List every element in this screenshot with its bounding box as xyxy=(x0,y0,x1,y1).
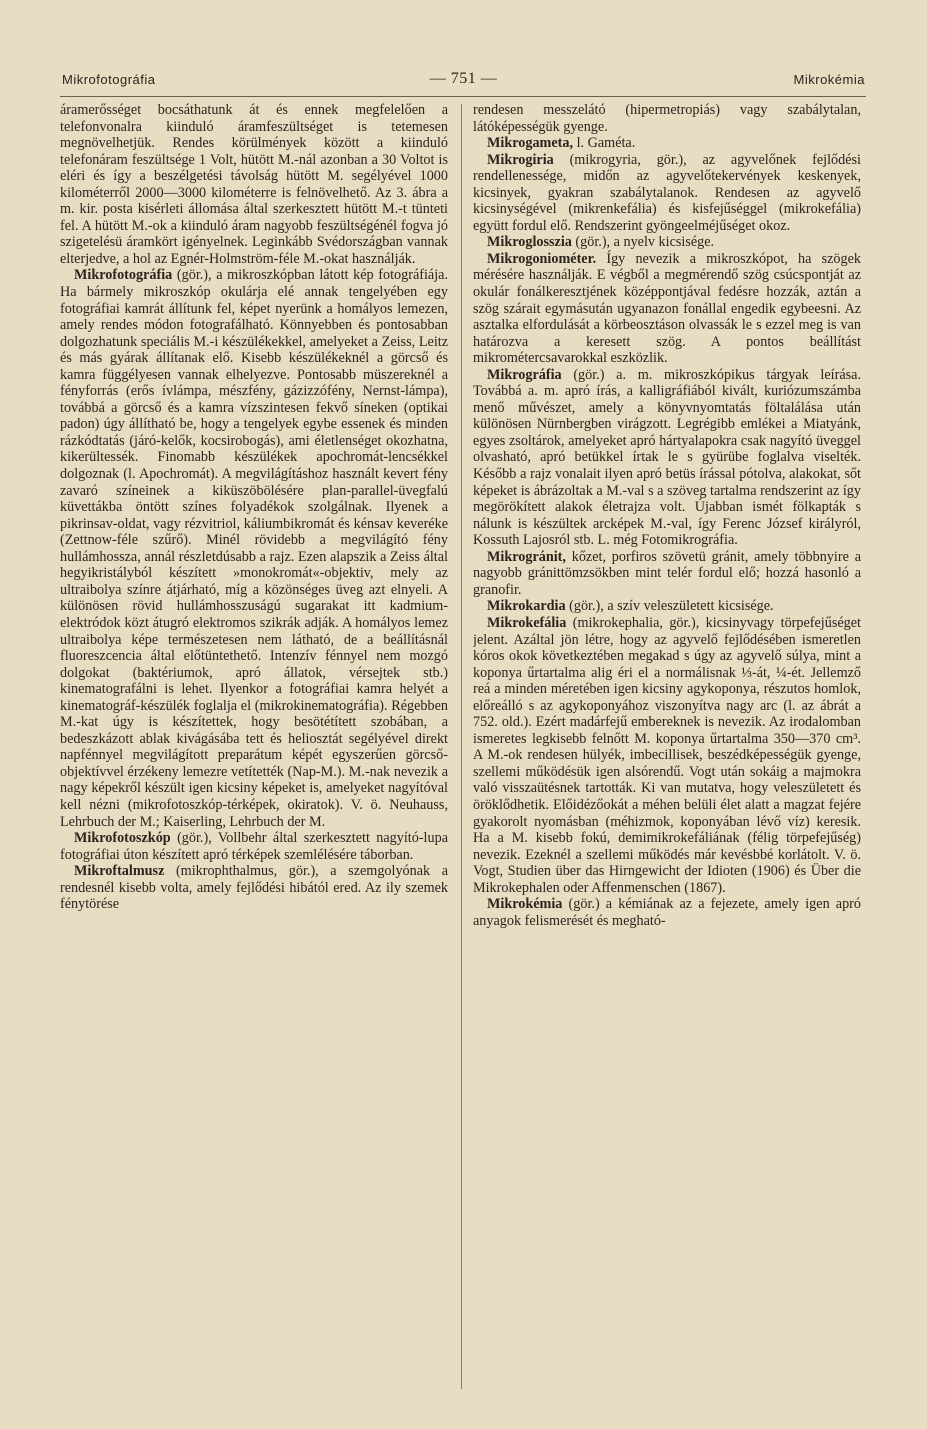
running-header xyxy=(62,70,865,92)
entry-text: rendesen messzelátó (hipermetropiás) vagy szabálytalan, látóképességük gyenge. xyxy=(473,102,861,135)
dictionary-entry xyxy=(60,267,448,830)
entry-text: (mikrophthalmus, gör.), a szemgolyónak a rendesnél kisebb volta, amely fejlődési hibától ered. Az ily szemek fénytörése xyxy=(60,863,448,913)
dictionary-entry xyxy=(473,549,861,599)
right-column xyxy=(473,102,861,1392)
entry-text: (gör.), Vollbehr által szerkesztett nagyító-lupa fotográfiai úton készített apró térképek szemlélésére táborban. xyxy=(60,830,448,863)
page-number: — 751 — xyxy=(429,70,498,87)
entry-headword: Mikrogameta, xyxy=(487,135,574,152)
entry-text: áramerősséget bocsáthatunk át és ennek megfelelően a telefonvonalra kiinduló áramfeszültséget is tetemesen megnövelhetjük. Rendes körülmények között a kiinduló telefonáram feszültsége 1 Volt, hütött M.-nál azonban a 30 Voltot is eléri és így a beszélgetési távolság hütött M. segélyével 1000 kilométerről 2000—3000 kilométerre is felnövelhető. Az 3. ábra a m. kir. posta kisérleti állomása által szerkesztett hütött M.-t tünteti fel. A hütött M.-ok a kiinduló áram nagyobb feszültségénél fogva jó szigetelésü áramkört igényelnek. Leginkább Svédországban vannak elterjedve, a hol az Egnér-Holmström-féle M.-okat használják. xyxy=(60,102,448,267)
column-divider xyxy=(461,104,462,1389)
entry-headword: Mikroglosszia xyxy=(487,234,572,251)
entry-text: (gör.), a szív veleszületett kicsisége. xyxy=(565,598,774,615)
entry-headword: Mikrogránit, xyxy=(487,548,566,565)
entry-text: (gör.) a. m. mikroszkópikus tárgyak leírása. Továbbá a. m. apró írás, a kalligráfiából kivált, kuriózumszámba menő művészet, amely a könyvnyomtatás föltalálása után különösen Nürnbergben virágzott. Legrégibb emlékei a Miatyánk, egyes zsoltárok, amelyeket apró hártyalapokra csak nagyító üveggel olvasható, apró betükkel írtak le s gyürübe foglalva viselték. Később a rajz vonalait ilyen apró betüs írással pótolva, alakokat, sőt képeket is ábrázoltak a M.-val s a szöveg tartalma rendszerint az így megörökített alakok életrajza volt. Újabban ismét fölkapták s nálunk is készültek arcképek M.-val, így Ferenc József királyról, Kossuth Lajosról stb. L. még Fotomikrográfia. xyxy=(473,366,861,549)
entry-headword: Mikrofotográfia xyxy=(74,267,173,284)
entry-headword: Mikrogiria xyxy=(487,151,554,168)
entry-text: (gör.), a mikroszkópban látott kép fotográfiája. Ha bármely mikroszkóp okulárja elé annak tengelyében egy fotográfiai kamrát állítunk fel, képet nyerünk a homályos lemezen, amely rendes módon fotografálható. Könnyebben és pontosabban dolgozhatunk speciális M.-i készülékekkel, amelyeket a Zeiss, Leitz és más gyárak állítanak elő. Kisebb készülékeknél a görcső és kamra függélyesen vannak elhelyezve. Pontosabb müszereknél a fényforrás (erős ívlámpa, mészfény, gázizzófény, Nernst-lámpa), továbbá a görcső és a kamra vízszintesen fekvő síneken (optikai padon) úgy állítható be, hogy a tengelyek egybe essenek és minden rázkódtatás (járó-kelők, kocsirobogás), ami életlenséget okozhatna, kikerültessék. Finomabb készülékek apochromát-lencsékkel dolgoznak (l. Apochromát). A megvilágításhoz használt kevert fény zavaró színeinek a kiküszöbölésére plan-parallel-üvegfalú küvettákba öntött színes folyadékok szolgálnak. Ilyenek a pikrinsav-oldat, vagy rézvitriol, káliumbikromát és kénsav keveréke (Zettnow-féle szűrő). Minél rövidebb a megvilágító fény hullámhossza, annál részletdúsabb a rajz. Ezen alapszik a Zeiss által hegyikristályból készített »monokromát«-objektiv, mely az ultraibolya színre átjárható, míg a közönséges üveg azt elnyeli. A különösen rövid hullámhosszuságú sugarakat itt kadmium-elektródok közt átugró elektromos szikrák adják. A homályos lemez ultraibolya képe természetesen nem látható, de a beállításnál fluoreszcencia által előtüntethető. Intenzív fénnyel nem mozgó dolgokat (baktériumok, apró állatok, vérsejtek stb.) kinematografálni is lehet. Ilyenkor a fotográfiai kamra helyét a kinematográf-készülék foglalja el (mikrokinematográfia). Régebben M.-kat úgy is készítettek, hogy besötétített szobában, a bedeszkázott ablak kivágásába tett és heliosztát segélyével direkt napfénnyel megvilágított preparátum képét egyszerűen görcső-objektívvel érzékeny lemezre vetítették (Nap-M.). M.-nak nevezik a nagy képekről készült igen kicsiny képeket is, amelyeket nagyítóval kell nézni (mikrofotoszkóp-térképek, okiratok). V. ö. Neuhauss, Lehrbuch der M.; Kaiserling, Lehrbuch der M. xyxy=(60,267,448,830)
dictionary-entry xyxy=(473,598,861,615)
dictionary-entry xyxy=(473,135,861,152)
entry-text: l. Gaméta. xyxy=(573,135,636,152)
entry-text: kőzet, porfiros szövetü gránit, amely többnyire a nagyobb gránittömzsökben mint telér fordul elő; hozzá hasonló a granofir. xyxy=(473,548,861,598)
entry-text: (gör.) a kémiának az a fejezete, amely igen apró anyagok felismerését és megható- xyxy=(473,896,861,929)
dictionary-entry xyxy=(473,615,861,896)
left-column xyxy=(60,102,448,1392)
dictionary-entry xyxy=(60,830,448,863)
entry-headword: Mikroftalmusz xyxy=(74,863,165,880)
dictionary-entry xyxy=(473,251,861,367)
entry-headword: Mikrokefália xyxy=(487,614,567,631)
dictionary-entry xyxy=(473,367,861,549)
entry-headword: Mikrokémia xyxy=(487,896,563,913)
entry-headword: Mikrofotoszkóp xyxy=(74,830,171,847)
entry-text: (gör.), a nyelv kicsisége. xyxy=(571,234,715,251)
entry-headword: Mikrográfia xyxy=(487,366,562,383)
entry-headword: Mikrogoniométer. xyxy=(487,250,597,267)
header-left-keyword: Mikrofotográfia xyxy=(62,72,156,87)
entry-text: (mikrogyria, gör.), az agyvelőnek fejlődési rendellenessége, midőn az agyvelőtekervények keskenyek, kicsinyek, gyakran szabálytalanok. Rendesen az agyvelő kicsinységével (mikrenkefália) és kisfejűséggel (mikrokefália) együtt fordul elő. Rendszerint gyöngeelméjűséget okoz. xyxy=(473,151,861,234)
dictionary-entry xyxy=(60,863,448,913)
dictionary-entry xyxy=(473,152,861,235)
entry-text: (mikrokephalia, gör.), kicsinyvagy törpefejűséget jelent. Azáltal jön létre, hogy az agyvelő fejlődésében ismeretlen kóros okok következtében megakad s úgy az agyvelő súlya, mint a koponya űrtartalma alig éri el a normálisnak ⅓-át, ¼-ét. Jellemző reá a minden méretében igen kicsiny agykoponya, részutos homlok, előreálló s az agykoponyához viszonyítva nagy arc (l. az ábrát a 752. old.). Ezért madárfejű embereknek is nevezik. Az irodalomban ismeretes legkisebb felnőtt M. koponya űrtartalma 350—370 cm³. A M.-ok rendesen hülyék, imbecillisek, beszédképességük gyenge, szellemi működésük igen alsórendű. Vogt után sokáig a majmokra való visszaütésnek tartották. Ki van mutatva, hogy veleszületett és öröklődhetik. Előidézőokát a méhen belüli élet alatt a magzat fejére gyakorolt nyomásban (méhizmok, koponyában lévő víz) keresik. Ha a M. kisebb fokú, demimikrokefáliának (félig törpefejűség) nevezik. Ezeknél a szellemi működés már kevésbbé korlátolt. V. ö. Vogt, Studien über das Hirngewicht der Idioten (1906) és Über die Mikrokephalen oder Affenmenschen (1867). xyxy=(473,614,861,896)
continued-paragraph xyxy=(473,102,861,135)
continued-paragraph xyxy=(60,102,448,267)
entry-headword: Mikrokardia xyxy=(487,598,566,615)
header-right-keyword: Mikrokémia xyxy=(793,72,865,87)
header-rule xyxy=(60,96,866,97)
dictionary-entry xyxy=(473,896,861,929)
entry-text: Így nevezik a mikroszkópot, ha szögek mérésére használják. E végből a megmérendő szög csúcspontját az okulár fonálkeresztjének középpontjával fedésre hozzák, aztán a szög szárait egymásután ugyanazon fonállal engedik egybeesni. Az asztalka elfordulását a körbeosztáson olvassák le s ezzel meg is van határozva a keresett szög. A pontos beállítást mikrométercsavarokkal eszközlik. xyxy=(473,250,861,367)
dictionary-entry xyxy=(473,234,861,251)
